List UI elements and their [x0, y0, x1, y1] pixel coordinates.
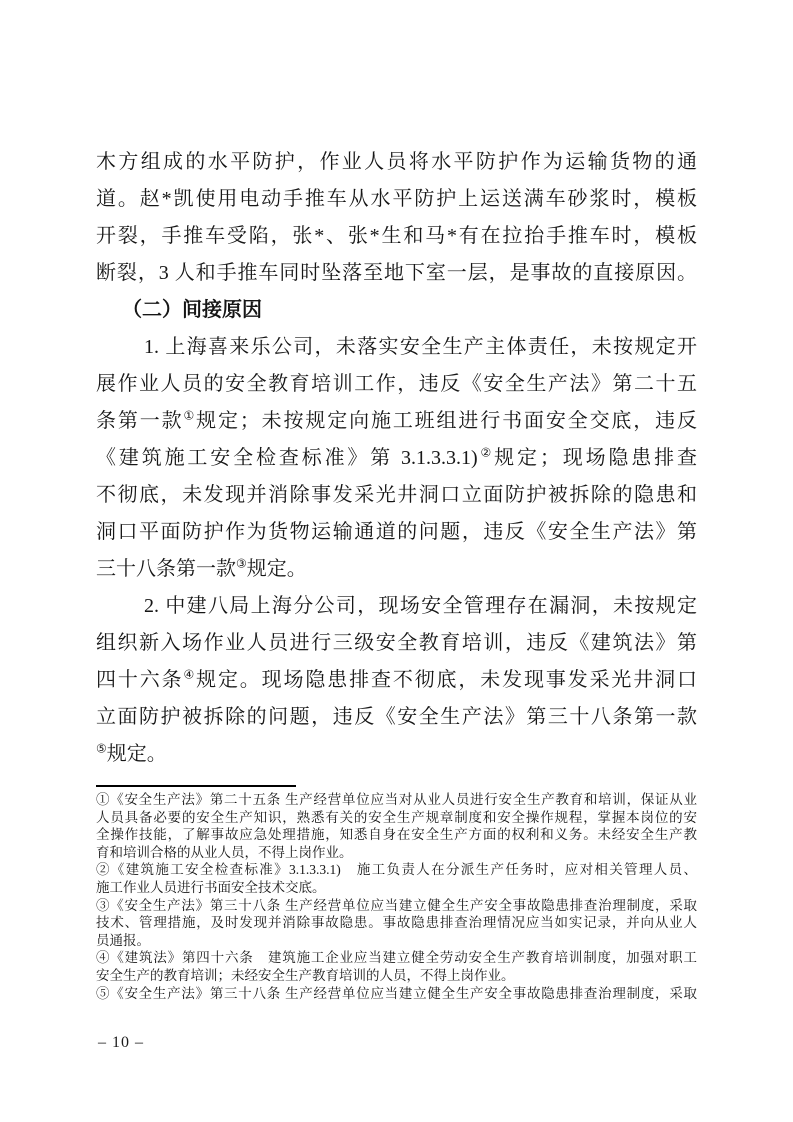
text-line: 开裂，手推车受陷，张*、张*生和马*有在拉抬手推车时，模板 [96, 225, 697, 247]
text-line: ③《安全生产法》第三十八条 生产经营单位应当建立健全生产安全事故隐患排查治理制度，采取 [96, 897, 697, 913]
text-line: 安全生产的教育培训；未经安全生产教育培训的人员，不得上岗作业。 [96, 967, 515, 983]
text-line: 不彻底，未发现并消除事发采光井洞口立面防护被拆除的隐患和 [96, 484, 697, 506]
text-line: ⑤《安全生产法》第三十八条 生产经营单位应当建立健全生产安全事故隐患排查治理制度，采取 [96, 985, 697, 1001]
page-number: – 10 – [98, 1034, 144, 1051]
footnote-ref: ③ [236, 556, 247, 571]
text-line: 组织新入场作业人员进行三级安全教育培训，违反《建筑法》第 [96, 632, 697, 654]
text-line: 展作业人员的安全教育培训工作，违反《安全生产法》第二十五 [96, 373, 697, 395]
text-line: 1. 上海喜来乐公司，未落实安全生产主体责任，未按规定开 [144, 336, 697, 358]
text-line: 员通报。 [96, 932, 150, 948]
text-line: 四十六条④规定。现场隐患排查不彻底，未发现事发采光井洞口 [96, 667, 698, 691]
text-line: 技术、管理措施，及时发现并消除事故隐患。事故隐患排查治理情况应当如实记录，并向从业人 [96, 915, 697, 931]
footnotes [96, 791, 697, 1002]
text-line: 立面防护被拆除的问题，违反《安全生产法》第三十八条第一款 [96, 706, 697, 728]
footnote-separator [96, 785, 296, 787]
text-line: 育和培训合格的从业人员，不得上岗作业。 [96, 844, 353, 860]
text-line: 洞口平面防护作为货物运输通道的问题，违反《安全生产法》第 [96, 521, 697, 543]
text-line: 三十八条第一款③规定。 [96, 556, 307, 580]
footnote-ref: ① [183, 408, 197, 423]
body-text [96, 144, 697, 773]
text-line: ②《建筑施工安全检查标准》3.1.3.3.1) 施工负责人在分派生产任务时，应对相关管理人员、 [96, 862, 697, 878]
text-line: 道。赵*凯使用电动手推车从水平防护上运送满车砂浆时，模板 [96, 188, 697, 210]
text-line: 《建筑施工安全检查标准》第 3.1.3.3.1)②规定；现场隐患排查 [96, 445, 697, 469]
section-heading-line: （二）间接原因 [122, 299, 262, 321]
text-line: 施工作业人员进行书面安全技术交底。 [96, 879, 326, 895]
footnote-ref: ⑤ [96, 741, 107, 756]
footnote-ref: ② [477, 445, 495, 460]
text-line: 2. 中建八局上海分公司，现场安全管理存在漏洞，未按规定 [144, 595, 697, 617]
text-line: 条第一款①规定；未按规定向施工班组进行书面安全交底，违反 [96, 408, 698, 432]
text-line: 断裂，3 人和手推车同时坠落至地下室一层，是事故的直接原因。 [96, 262, 697, 284]
text-line: 木方组成的水平防护，作业人员将水平防护作为运输货物的通 [96, 151, 697, 173]
text-line: ①《安全生产法》第二十五条 生产经营单位应当对从业人员进行安全生产教育和培训，保证从业 [96, 792, 697, 807]
footnote-ref: ④ [183, 667, 197, 682]
text-line: 人员具备必要的安全生产知识，熟悉有关的安全生产规章制度和安全操作规程，掌握本岗位的安 [96, 809, 697, 825]
text-line: 全操作技能，了解事故应急处理措施，知悉自身在安全生产方面的权利和义务。未经安全生产教 [96, 827, 697, 843]
text-line: ⑤规定。 [96, 741, 167, 765]
text-line: ④《建筑法》第四十六条 建筑施工企业应当建立健全劳动安全生产教育培训制度，加强对职工 [96, 950, 697, 966]
